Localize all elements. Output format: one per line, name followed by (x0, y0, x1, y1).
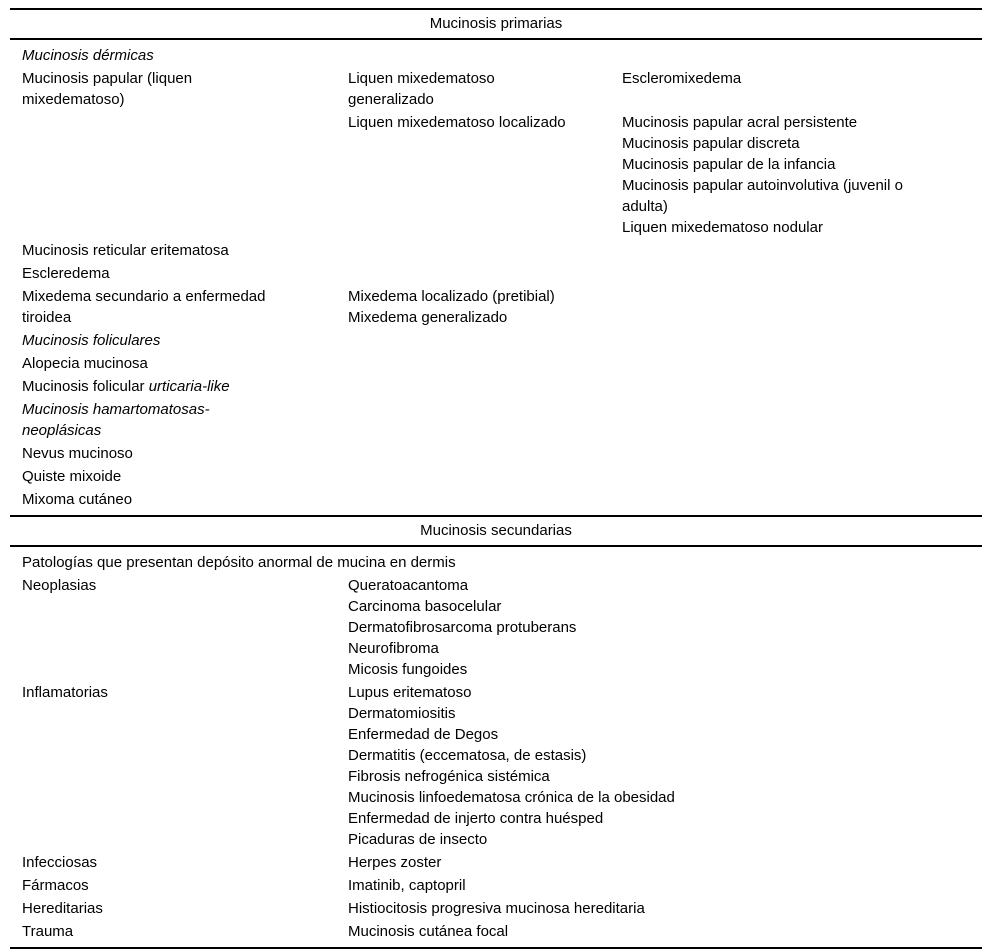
table-row (22, 286, 982, 328)
table-line: Liquen mixedematoso localizado (348, 114, 566, 131)
table-line: Mucinosis linfoedematosa crónica de la obesidad (348, 789, 675, 806)
table-row (22, 875, 982, 896)
table-cell (22, 240, 348, 261)
table-row (22, 552, 982, 573)
table-line: Infecciosas (22, 854, 98, 871)
section-header (10, 8, 982, 40)
table-cell (22, 852, 348, 873)
table-line: Mucinosis papular de la infancia (622, 156, 836, 173)
table-line: Mixedema generalizado (348, 309, 508, 326)
table-row (22, 353, 982, 374)
table-cell (348, 852, 982, 873)
table-line: Mucinosis papular autoinvolutiva (juvenil o adulta) (622, 177, 903, 215)
table-line: Liquen mixedematoso nodular (622, 219, 823, 236)
table-row (22, 376, 982, 397)
table-cell (22, 875, 348, 896)
table-line: Nevus mucinoso (22, 445, 133, 462)
section-title: Mucinosis secundarias (420, 522, 572, 539)
table-cell (22, 45, 348, 66)
table-cell (348, 286, 622, 328)
table-line: Quiste mixoide (22, 468, 122, 485)
table-line: Fármacos (22, 877, 89, 894)
table-row (22, 330, 982, 351)
table-line: Herpes zoster (348, 854, 442, 871)
table-cell (348, 112, 622, 133)
table-line: Patologías que presentan depósito anormal de mucina en dermis (22, 554, 456, 571)
table-row (22, 112, 982, 238)
table-line: Trauma (22, 923, 74, 940)
table-line: Mucinosis cutánea focal (348, 923, 509, 940)
table-line-segment: urticaria-like (148, 378, 230, 395)
table-line: Carcinoma basocelular (348, 598, 502, 615)
section-body (10, 547, 982, 947)
page (0, 8, 992, 940)
table-cell (22, 921, 348, 942)
table-line: Mucinosis reticular eritematosa (22, 242, 229, 259)
table-cell (22, 575, 348, 596)
table-line: Escleredema (22, 265, 110, 282)
section-header (10, 515, 982, 547)
table-line: Inflamatorias (22, 684, 108, 701)
table-cell (22, 489, 348, 510)
table-cell (22, 263, 348, 284)
table-line: Lupus eritematoso (348, 684, 472, 701)
table-row (22, 852, 982, 873)
table-cell (22, 353, 348, 374)
table-line: Mucinosis papular acral persistente (622, 114, 858, 131)
table-row (22, 45, 982, 66)
table-line: Mixoma cutáneo (22, 491, 133, 508)
table-cell (622, 68, 982, 89)
section-title: Mucinosis primarias (429, 15, 563, 32)
table-line: Mixedema localizado (pretibial) (348, 288, 555, 305)
table-cell (22, 330, 348, 351)
table-line: Dermatitis (eccematosa, de estasis) (348, 747, 587, 764)
table-line: Mixedema secundario a enfermedad tiroidea (22, 288, 266, 326)
table-cell (348, 68, 622, 110)
table-line (22, 376, 288, 397)
table-line: Histiocitosis progresiva mucinosa hereditaria (348, 900, 645, 917)
table-row (22, 240, 982, 261)
table-line: Neurofibroma (348, 640, 439, 657)
table-row (22, 443, 982, 464)
table-row (22, 68, 982, 110)
table-line: Queratoacantoma (348, 577, 469, 594)
table-line: Picaduras de insecto (348, 831, 488, 848)
table-cell (348, 898, 982, 919)
table-line: Enfermedad de injerto contra huésped (348, 810, 604, 827)
table-line: Escleromixedema (622, 70, 742, 87)
table-line: Hereditarias (22, 900, 103, 917)
table-cell (622, 112, 982, 238)
table-row (22, 399, 982, 441)
document-table (10, 8, 982, 949)
table-row (22, 575, 982, 680)
table-cell (22, 286, 348, 328)
table-line: Imatinib, captopril (348, 877, 466, 894)
table-line: Fibrosis nefrogénica sistémica (348, 768, 550, 785)
table-cell (22, 466, 348, 487)
table-line: Mucinosis dérmicas (22, 47, 154, 64)
table-row (22, 263, 982, 284)
table-line-segment: Mucinosis folicular (22, 378, 149, 395)
table-line: Liquen mixedematoso generalizado (348, 70, 495, 108)
table-line: Alopecia mucinosa (22, 355, 148, 372)
table-line: Dermatofibrosarcoma protuberans (348, 619, 577, 636)
table-cell (22, 552, 982, 573)
table-line: Enfermedad de Degos (348, 726, 499, 743)
table-cell (348, 921, 982, 942)
table-line: Neoplasias (22, 577, 97, 594)
table-cell (22, 68, 348, 110)
section-body (10, 40, 982, 515)
table-line: Mucinosis papular discreta (622, 135, 800, 152)
table-cell (22, 682, 348, 703)
table-cell (22, 898, 348, 919)
table-cell (348, 875, 982, 896)
table-row (22, 489, 982, 510)
table-row (22, 466, 982, 487)
table-line: Mucinosis hamartomatosas-neoplásicas (22, 401, 210, 439)
table-cell (348, 575, 982, 680)
table-row (22, 682, 982, 850)
table-line: Mucinosis foliculares (22, 332, 161, 349)
table-cell (22, 443, 348, 464)
table-cell (22, 376, 348, 397)
table-line: Dermatomiositis (348, 705, 456, 722)
table-line: Mucinosis papular (liquen mixedematoso) (22, 70, 193, 108)
table-row (22, 898, 982, 919)
table-line: Micosis fungoides (348, 661, 468, 678)
table-cell (22, 399, 348, 441)
table-cell (348, 682, 982, 850)
table-row (22, 921, 982, 942)
